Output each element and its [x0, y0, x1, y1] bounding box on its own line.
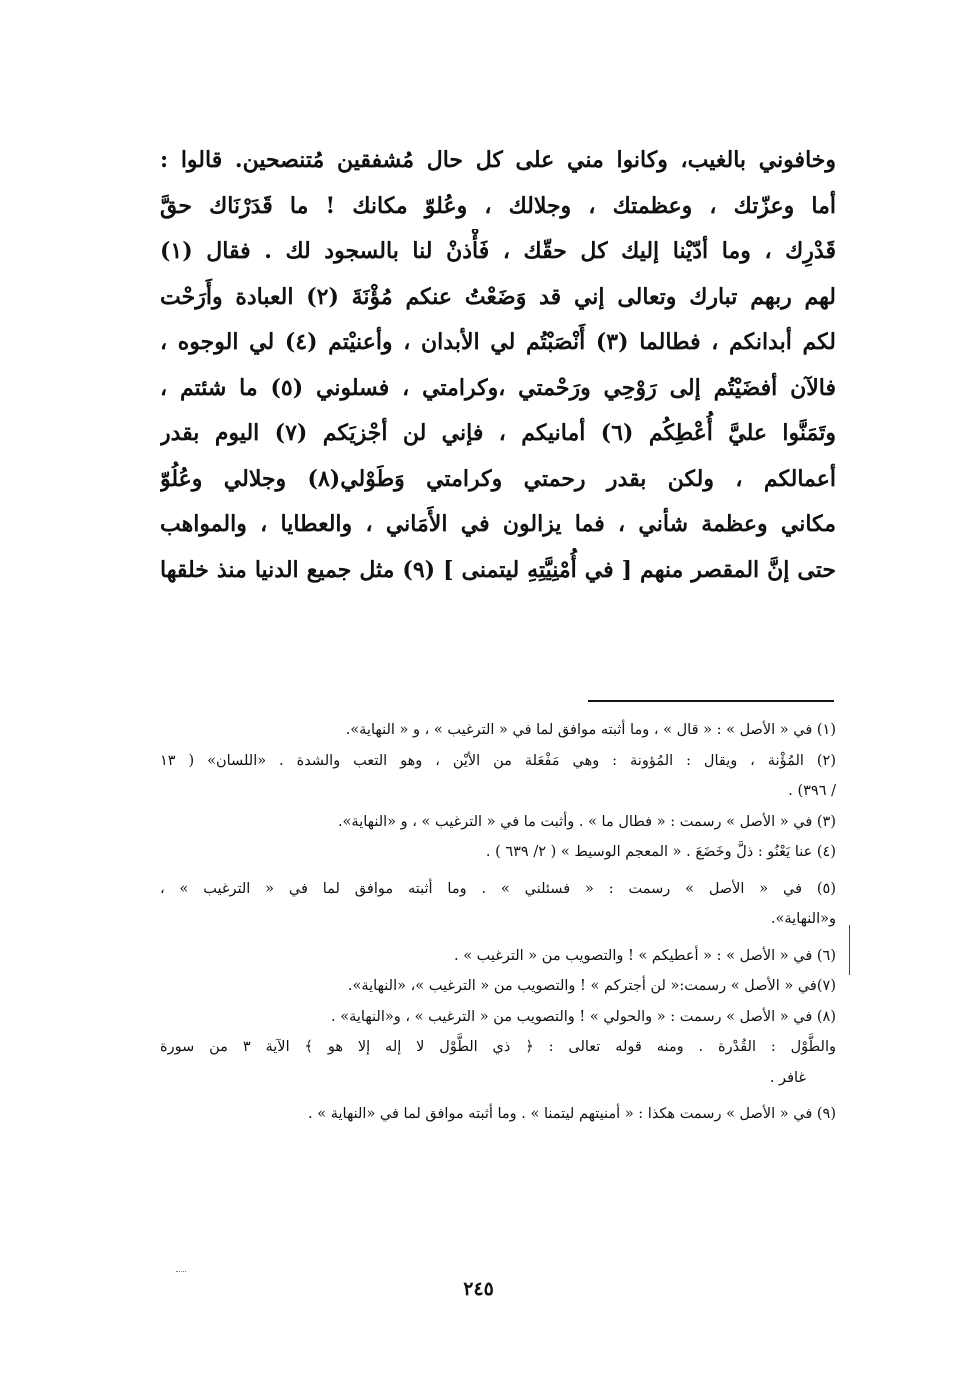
- main-text-line: وخافوني بالغيب، وكانوا مني على كل حال مُشفقين مُتنصحين. قالوا :: [160, 147, 836, 173]
- main-text-line: أما وعزّتك ، وعظمتك ، وجلالك ، وعُلوّ مكانك ! ما قَدَرْنَاك حقَّ: [160, 192, 836, 219]
- main-text-line: وتَمَنَّوا عليَّ أُعْطِكُم (٦) أمانيكم ، فإني لن أجْزيَكم (٧) اليوم بقدر: [160, 420, 836, 446]
- footnote-8-continuation-2: غافر .: [769, 1069, 806, 1086]
- main-text-block: [160, 138, 836, 593]
- main-text-line: فالآن أفضَيْتُم إلى رَوْحِي ورَحْمتي ،وكرامتي ، فسلوني (٥) ما شئتم ،: [160, 374, 836, 401]
- footnote-4: (٤) عنا يَعْنُو : ذلَّ وخَضَعَ . « المعجم الوسيط » ( ٢/ ٦٣٩ ) .: [485, 844, 836, 860]
- main-text-line: أعمالكم ، ولكن بقدر رحمتي وكرامتي وَطَوْلي(٨) وجلالي وعُلُوّ: [160, 465, 836, 492]
- footnote-8: (٨) في « الأصل » رسمت : « والحولي » ! والتصويب من « الترغيب » ، و«النهاية» .: [331, 1008, 836, 1025]
- margin-mark: [849, 925, 850, 975]
- main-text-line: حتى إنَّ المقصر منهم [ في أُمْنِيَّتِهِ ليتمنى ] (٩) مثل جميع الدنيا منذ خلقها: [160, 556, 836, 583]
- footnote-3: (٣) في « الأصل » رسمت : « فطال ما » . وأثبت ما في « الترغيب » ، و «النهاية».: [337, 813, 836, 830]
- footnote-9: (٩) في « الأصل » رسمت هكذا : « أمنيتهم ليتمنا » . وما أثبته موافق لما في «النهاية » .: [308, 1106, 836, 1122]
- footnote-5: (٥) في « الأصل » رسمت : « فسئلني » . وما أثبته موافق لما في « الترغيب » ،: [160, 880, 836, 897]
- footnote-5-continuation: و«النهاية».: [770, 911, 836, 927]
- footnote-8-continuation: والطَّوْل : القُدْرة . ومنه قوله تعالى : ﴿ ذي الطَّوْل لا إله إلا هو ﴾ الآية ٣ من سورة: [160, 1039, 836, 1055]
- page-number: ٢٤٥: [463, 1278, 494, 1300]
- footnote-2-continuation: / ٣٩٦) .: [788, 783, 836, 799]
- footnote-2: (٢) المُؤْنة ، ويقال : المُؤونة : وهي مَفْعَلة من الأيْن ، وهو التعب والشدة . «اللسان» ( ١٣: [160, 752, 836, 769]
- footnote-separator: [588, 700, 834, 702]
- footnote-1: (١) في « الأصل » : « قال » ، وما أثبته موافق لما في « الترغيب » ، و « النهاية».: [345, 722, 836, 738]
- scan-speck: [176, 1271, 186, 1272]
- footnotes-block: [160, 715, 836, 1130]
- main-text-line: مكاني وعظمة شأني ، فما يزالون في الأَمَاني ، والعطايا ، والمواهب: [160, 511, 836, 537]
- main-text-line: قَدْرِك ، وما أدّيْنا إليك كل حقّك ، فَأْذنْ لنا بالسجود لك . فقال (١): [160, 238, 836, 264]
- footnote-6: (٦) في « الأصل » : « أعطيكم » ! والتصويب من « الترغيب » .: [453, 947, 836, 964]
- main-text-line: لكم أبدانكم ، فطالما (٣) أَنْصَبْتُم لي الأبدان ، وأعنيْتم (٤) لي الوجوه ،: [160, 329, 836, 355]
- footnote-7: (٧)في « الأصل » رسمت:« لن أجتركم » ! والتصويب من « الترغيب »، «النهاية».: [347, 978, 836, 994]
- main-text-line: لهم ربهم تبارك وتعالى إني قد وَضَعْتُ عنكم مُؤْنَةَ (٢) العبادة وأَرَحْت: [160, 283, 836, 310]
